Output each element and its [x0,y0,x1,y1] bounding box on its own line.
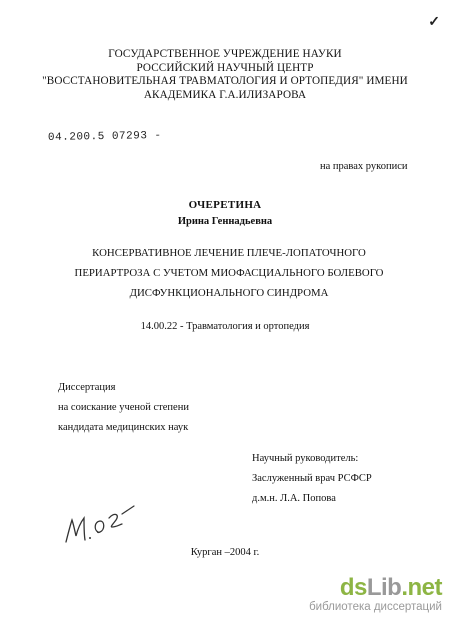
specialty-code: 14.00.22 - Травматология и ортопедия [140,321,310,332]
handwritten-signature [62,496,152,548]
header-line-4: АКАДЕМИКА Г.А.ИЛИЗАРОВА [143,88,307,101]
dissertation-line-3: кандидата медицинских наук [58,422,189,433]
institution-header [40,48,410,102]
dslib-watermark[interactable] [309,573,442,614]
title-line-1: КОНСЕРВАТИВНОЕ ЛЕЧЕНИЕ ПЛЕЧЕ-ЛОПАТОЧНОГО [92,247,366,259]
header-line-1: ГОСУДАРСТВЕННОЕ УЧРЕЖДЕНИЕ НАУКИ [108,48,342,60]
author-given-names: Ирина Геннадьевна [177,216,273,227]
dissertation-title [70,243,388,303]
watermark-logo-lib: Lib [366,573,402,601]
city-and-year: Курган –2004 г. [190,547,260,558]
title-line-2: ПЕРИАРТРОЗА С УЧЕТОМ МИОФАСЦИАЛЬНОГО БОЛЕВОГО [74,267,384,279]
registration-stamp: 04.200.5 07293 - [47,130,162,144]
watermark-logo-net: .net [401,573,442,601]
author-surname: ОЧЕРЕТИНА [188,199,262,211]
supervisor-block [252,449,372,509]
header-line-3: "ВОССТАНОВИТЕЛЬНАЯ ТРАВМАТОЛОГИЯ И ОРТОПЕДИЯ" ИМЕНИ [42,75,408,87]
rights-note: на правах рукописи [320,161,408,172]
watermark-logo-ds: ds [339,573,367,601]
watermark-logo [309,573,442,601]
dissertation-degree-block [58,378,189,438]
dissertation-line-2: на соискание ученой степени [58,402,189,413]
supervisor-name: д.м.н. Л.А. Попова [252,493,336,504]
title-line-3: ДИСФУНКЦИОНАЛЬНОГО СИНДРОМА [129,287,329,299]
supervisor-title: Заслуженный врач РСФСР [252,473,372,484]
dissertation-line-1: Диссертация [58,382,116,393]
corner-check-mark: ✓ [428,15,440,30]
supervisor-label: Научный руководитель: [252,453,359,464]
watermark-subtitle: библиотека диссертаций [309,600,442,613]
header-line-2: РОССИЙСКИЙ НАУЧНЫЙ ЦЕНТР [136,61,314,74]
